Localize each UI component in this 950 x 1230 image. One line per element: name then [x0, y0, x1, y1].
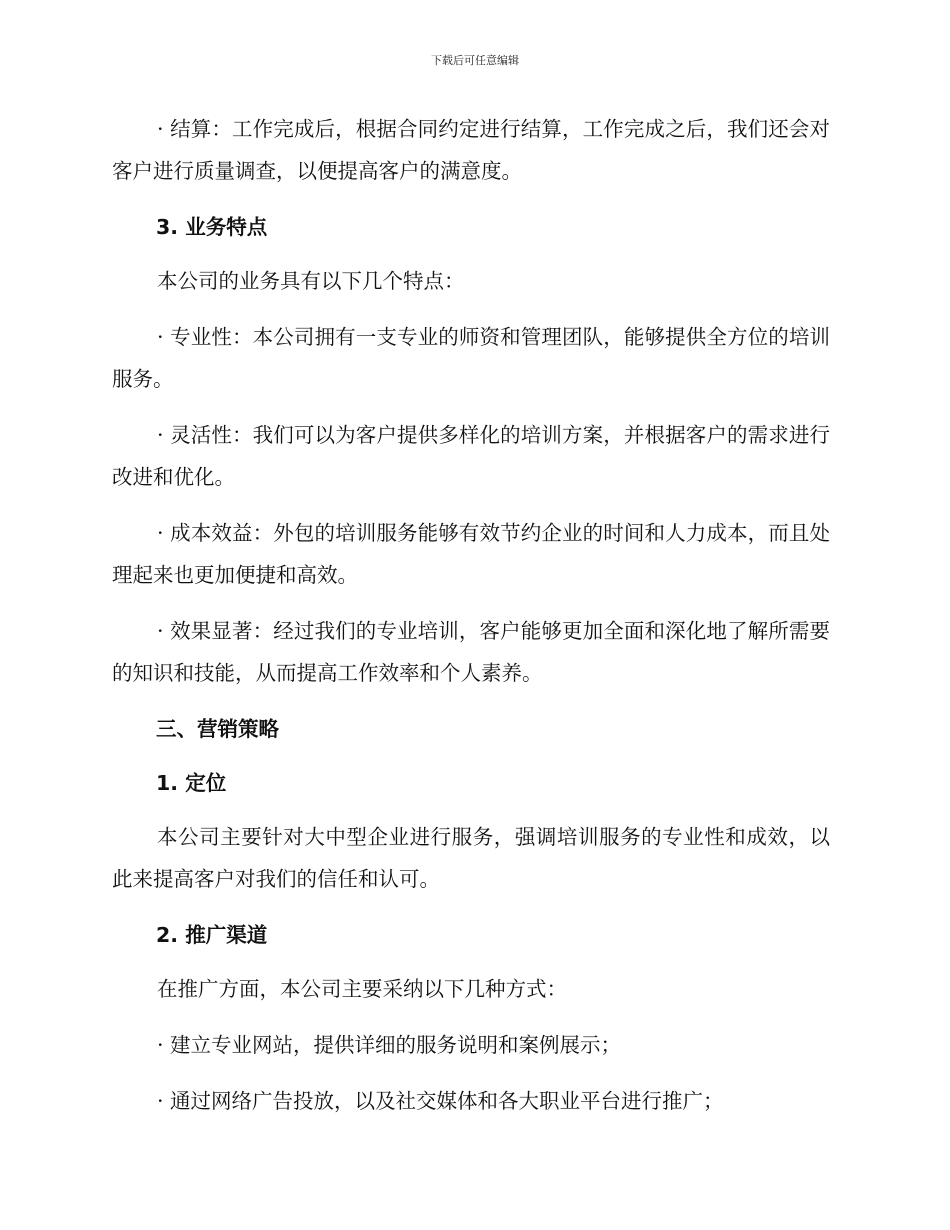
features-intro-paragraph: 本公司的业务具有以下几个特点：	[157, 269, 465, 293]
promotion-channels-heading: 2. 推广渠道	[156, 923, 268, 947]
flexibility-paragraph: · 灵活性：我们可以为客户提供多样化的培训方案，并根据客户的需求进行改进和优化。	[112, 423, 830, 489]
online-ads-paragraph: · 通过网络广告投放，以及社交媒体和各大职业平台进行推广；	[157, 1089, 724, 1113]
positioning-paragraph: 本公司主要针对大中型企业进行服务，强调培训服务的专业性和成效，以此来提高客户对我们的信任和认可。	[112, 825, 830, 891]
website-paragraph: · 建立专业网站，提供详细的服务说明和案例展示；	[157, 1033, 622, 1057]
positioning-heading: 1. 定位	[156, 771, 227, 795]
page-header: 下载后可任意编辑	[431, 54, 519, 67]
document-body	[112, 108, 830, 1136]
marketing-strategy-heading: 三、营销策略	[156, 717, 279, 741]
effectiveness-paragraph: · 效果显著：经过我们的专业培训，客户能够更加全面和深化地了解所需要的知识和技能，从而提高工作效率和个人素养。	[112, 619, 830, 685]
cost-benefit-paragraph: · 成本效益：外包的培训服务能够有效节约企业的时间和人力成本，而且处理起来也更加便捷和高效。	[112, 521, 830, 587]
channels-intro-paragraph: 在推广方面，本公司主要采纳以下几种方式：	[157, 977, 567, 1001]
settlement-paragraph: · 结算：工作完成后，根据合同约定进行结算，工作完成之后，我们还会对客户进行质量调查，以便提高客户的满意度。	[112, 117, 830, 183]
professional-paragraph: · 专业性：本公司拥有一支专业的师资和管理团队，能够提供全方位的培训服务。	[112, 325, 830, 391]
business-features-heading: 3. 业务特点	[156, 215, 268, 239]
